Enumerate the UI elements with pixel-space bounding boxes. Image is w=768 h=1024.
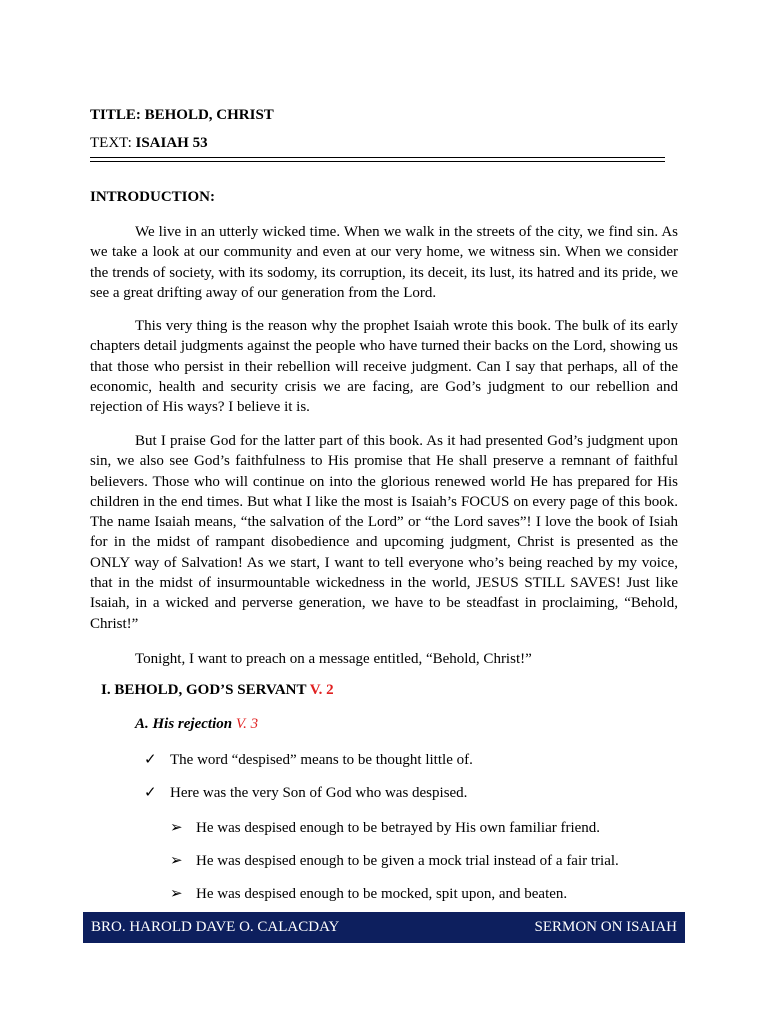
check-icon: ✓: [144, 785, 157, 801]
check-bullet-item: [144, 783, 467, 802]
check-bullet-text: The word “despised” means to be thought little of.: [170, 752, 473, 768]
arrow-bullet-item: [170, 884, 567, 903]
header-rule-top: [90, 157, 665, 158]
page-footer: [83, 912, 685, 943]
sub-heading-text: A. His rejection: [135, 716, 236, 732]
intro-paragraph-1: We live in an utterly wicked time. When we walk in the streets of the city, we find sin. As we take a look at our community and even at our very home, we witness sin. When we consider the trends of society, with its sodomy, its corruption, its deceit, its lust, its hatred and its pride, we see a great drifting away of our generation from the Lord.: [90, 224, 678, 301]
arrow-bullet-text: He was despised enough to be given a mock trial instead of a fair trial.: [196, 853, 619, 869]
section-heading-text: I. BEHOLD, GOD’S SERVANT: [101, 682, 310, 698]
section-verse-ref: V. 2: [309, 682, 334, 698]
check-icon: ✓: [144, 752, 157, 768]
introduction-heading: INTRODUCTION:: [90, 189, 216, 205]
check-bullet-text: Here was the very Son of God who was despised.: [170, 785, 468, 801]
sermon-title: TITLE: BEHOLD, CHRIST: [90, 107, 274, 123]
check-bullet-item: [144, 750, 473, 769]
arrow-bullet-text: He was despised enough to be mocked, spit upon, and beaten.: [196, 886, 568, 902]
sub-heading: [135, 716, 258, 733]
sermon-text-reference: [90, 135, 208, 152]
footer-author: BRO. HAROLD DAVE O. CALACDAY: [91, 919, 340, 935]
arrow-bullet-item: [170, 851, 619, 870]
section-heading: [101, 682, 334, 699]
arrow-bullet-item: [170, 818, 600, 837]
intro-paragraph-3: But I praise God for the latter part of this book. As it had presented God’s judgment upon sin, we also see God’s faithfulness to His promise that He shall preserve a remnant of faithful believers. Those who will continue on into the glorious renewed world He has prepared for His children in the end times. But what I like the most is Isaiah’s FOCUS on every page of this book. The name Isaiah means, “the salvation of the Lord” or “the Lord saves”! I love the book of Isiah for in the midst of rampant disobedience and upcoming judgment, Christ is presented as the ONLY way of Salvation! As we start, I want to tell everyone who’s being reached by my voice, that in the midst of insurmountable wickedness in the world, JESUS STILL SAVES! Just like Isaiah, in a wicked and perverse generation, we have to be steadfast in proclaiming, “Behold, Christ!”: [90, 433, 678, 632]
text-value: ISAIAH 53: [135, 135, 208, 151]
sub-verse-ref: V. 3: [235, 716, 259, 732]
arrow-icon: ➢: [170, 886, 183, 902]
text-label: TEXT:: [90, 135, 136, 151]
arrow-bullet-text: He was despised enough to be betrayed by His own familiar friend.: [196, 820, 601, 836]
footer-series: SERMON ON ISAIAH: [534, 919, 677, 935]
arrow-icon: ➢: [170, 820, 183, 836]
arrow-icon: ➢: [170, 853, 183, 869]
intro-paragraph-4: Tonight, I want to preach on a message entitled, “Behold, Christ!”: [135, 651, 532, 667]
intro-paragraph-2: This very thing is the reason why the prophet Isaiah wrote this book. The bulk of its early chapters detail judgments against the people who have turned their backs on the Lord, showing us that those who persist in their rebellion will receive judgment. Can I say that perhaps, all of the economic, health and security crisis we are facing, are God’s judgment to our rebellion and rejection of His ways? I believe it is.: [90, 318, 678, 416]
header-rule-bottom: [90, 161, 665, 162]
